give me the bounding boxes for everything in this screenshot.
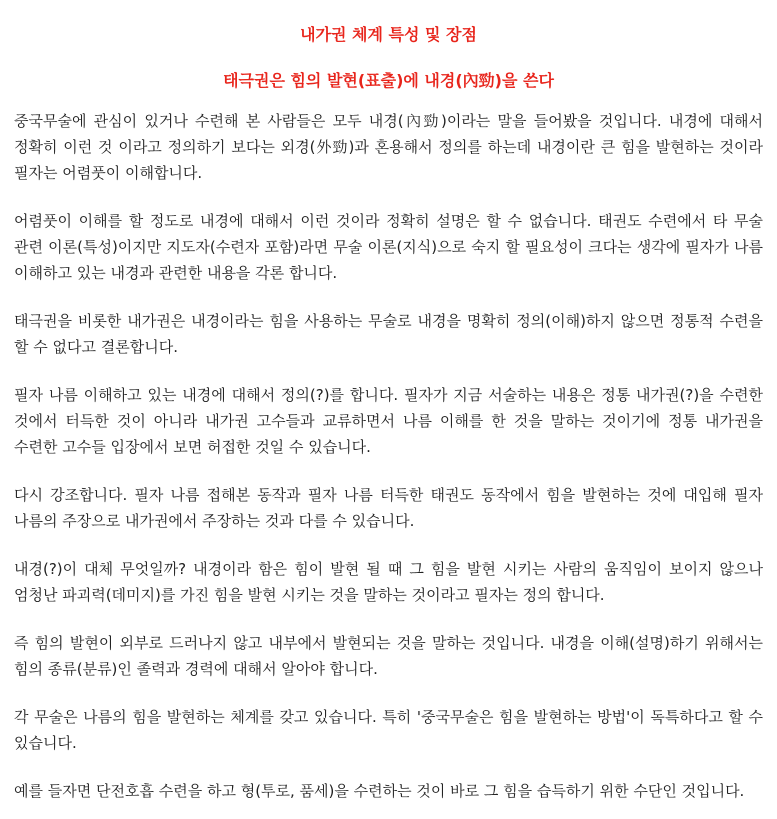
- paragraph-5: 다시 강조합니다. 필자 나름 접해본 동작과 필자 나름 터득한 태권도 동작에서 힘을 발현하는 것에 대입해 필자 나름의 주장으로 내가권에서 주장하는 것과 다를 수 있습니다.: [14, 486, 763, 530]
- paragraph-8: 각 무술은 나름의 힘을 발현하는 체계를 갖고 있습니다. 특히 '중국무술은 힘을 발현하는 방법'이 독특하다고 할 수 있습니다.: [14, 708, 763, 752]
- page-title: 내가권 체계 특성 및 장점: [300, 25, 477, 44]
- paragraph-9: 예를 들자면 단전호흡 수련을 하고 형(투로, 품세)을 수련하는 것이 바로 그 힘을 습득하기 위한 수단인 것입니다.: [14, 782, 745, 800]
- paragraph-3: 태극권을 비롯한 내가권은 내경이라는 힘을 사용하는 무술로 내경을 명확히 정의(이해)하지 않으면 정통적 수련을 할 수 없다고 결론합니다.: [14, 312, 763, 356]
- paragraph-6: 내경(?)이 대체 무엇일까? 내경이라 함은 힘이 발현 될 때 그 힘을 발현 시키는 사람의 움직임이 보이지 않으나 엄청난 파괴력(데미지)를 가진 힘을 발현 시키는 것을 말하는 것이라고 필자는 정의 합니다.: [14, 560, 763, 604]
- page-subtitle: 태극권은 힘의 발현(표출)에 내경(內勁)을 쓴다: [223, 71, 554, 90]
- paragraph-4: 필자 나름 이해하고 있는 내경에 대해서 정의(?)를 합니다. 필자가 지금 서술하는 내용은 정통 내가권(?)을 수련한 것에서 터득한 것이 아니라 내가권 고수들과 교류하면서 나름 이해를 한 것을 말하는 것이기에 정통 내가권을 수련한 고수들 입장에서 보면 허접한 것일 수 있습니다.: [14, 386, 763, 456]
- paragraph-2: 어렴풋이 이해를 할 정도로 내경에 대해서 이런 것이라 정확히 설명은 할 수 없습니다. 태권도 수련에서 타 무술 관련 이론(특성)이지만 지도자(수련자 포함)라면 무술 이론(지식)으로 숙지 할 필요성이 크다는 생각에 필자가 나름 이해하고 있는 내경과 관련한 내용을 각론 합니다.: [14, 212, 763, 282]
- paragraph-7: 즉 힘의 발현이 외부로 드러나지 않고 내부에서 발현되는 것을 말하는 것입니다. 내경을 이해(설명)하기 위해서는 힘의 종류(분류)인 졸력과 경력에 대해서 알아야 합니다.: [14, 634, 763, 678]
- paragraph-1: 중국무술에 관심이 있거나 수련해 본 사람들은 모두 내경(內勁)이라는 말을 들어봤을 것입니다. 내경에 대해서 정확히 이런 것 이라고 정의하기 보다는 외경(外勁)과 혼용해서 정의를 하는데 내경이란 큰 힘을 발현하는 것이라 필자는 어렴풋이 이해합니다.: [14, 112, 763, 182]
